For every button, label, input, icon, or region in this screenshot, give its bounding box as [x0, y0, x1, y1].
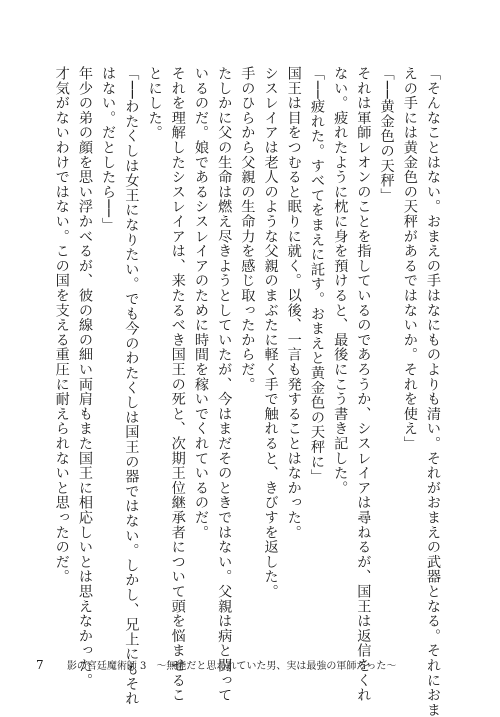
body-line-8: シスレイアは老人のような父親のまぶたに軽く手で触れると、きびすを返した。 [262, 66, 279, 599]
body-line-4: それは軍師レオンのことを指しているのであろうか、シスレイアは尋ねるが、国王は返信をくれ [355, 66, 372, 703]
running-title: 影の宮廷魔術師 3 ～無能だと思われていた男、実は最強の軍師だった～ [66, 661, 397, 672]
body-line-5: ない。疲れたように枕に身を預けると、最後にこう書き記した。 [332, 66, 349, 496]
body-line-15: はない。だとしたら──」 [100, 66, 117, 233]
body-line-13: とにした。 [146, 66, 163, 140]
body-line-11: いるのだ。娘であるシスレイアのために時間を稼いでくれているのだ。 [192, 66, 209, 540]
body-line-6: 「──疲れた。すべてをまえに託す。おまえと黄金色の天秤に」 [308, 66, 325, 484]
body-line-3: 「──黄金色の天秤」 [378, 66, 395, 203]
body-line-14: 「──わたくしは女王になりたい。でも今のわたくしは国王の器ではない。しかし、兄上にもそれ [123, 66, 140, 706]
body-line-7: 国王は目をつむると眠りに就く。以後、一言も発することはなかった。 [285, 66, 302, 540]
page-footer [36, 657, 396, 672]
body-line-17: 才気がないわけではない。この国を支える重圧に耐えられないと思ったのだ。 [53, 66, 70, 584]
body-line-1: 「そんなことはない。おまえの手はなにものよりも清い。それがおまえの武器となる。それにおま [425, 66, 441, 717]
page-number: 7 [36, 658, 44, 672]
body-line-12: それを理解したシスレイアは、来たるべき国王の死と、次期王位継承者について頭を悩ませるこ [169, 66, 186, 703]
body-line-2: えの手には黄金色の天秤があるではないか。それを使え」 [401, 66, 418, 451]
body-line-16: 年少の弟の顔を思い浮かべるが、彼の線の細い両肩もまた国王に相応しいとは思えなかった。 [76, 66, 93, 688]
body-line-10: たしかに父の生命は燃え尽きようとしていたが、今はまだそのときではない。父親は病と闘って [216, 66, 233, 703]
body-line-9: 手のひらから父親の生命力を感じ取ったからだ。 [239, 66, 256, 392]
